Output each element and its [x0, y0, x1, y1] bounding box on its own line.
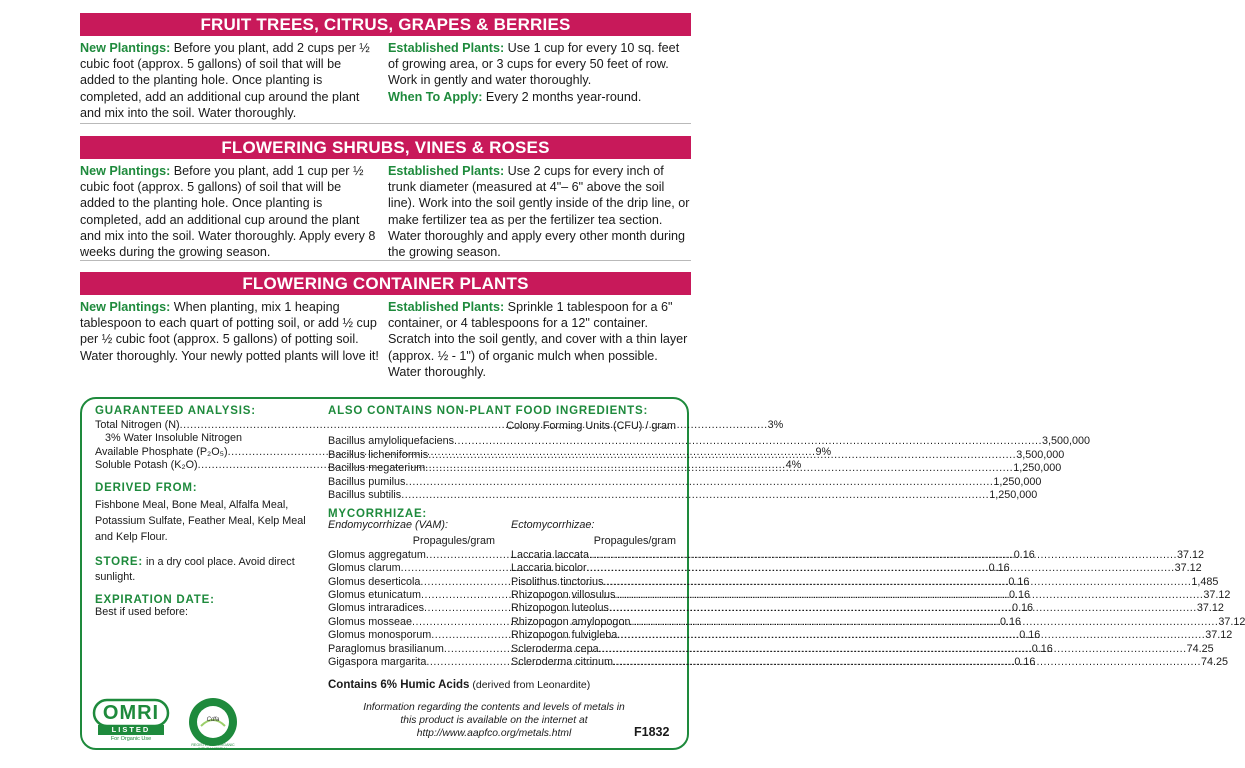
myco-value: 0.16: [1014, 656, 1036, 669]
myco-value: 37.12: [1203, 589, 1231, 602]
myco-name: Scleroderma cepa: [511, 642, 599, 655]
cdfa-inner-text: Cdfa: [206, 717, 220, 723]
product-code: F1832: [634, 725, 670, 739]
analysis-name: Total Nitrogen (N): [95, 419, 180, 431]
mycorrhizae-heading: MYCORRHIZAE:: [328, 508, 428, 521]
cdfa-ring-text: REGISTERED · ORGANIC INPUT MATERIAL: [191, 743, 235, 751]
myco-name: Rhizopogon villosulus: [511, 589, 616, 602]
store-label: STORE:: [95, 555, 144, 568]
guaranteed-analysis-heading: GUARANTEED ANALYSIS:: [95, 405, 256, 417]
section-title-fruit-trees: FRUIT TREES, CITRUS, GRAPES & BERRIES: [80, 13, 691, 36]
bacillus-row: [328, 489, 1038, 502]
fruit-new-plantings: [80, 40, 376, 121]
myco-value: 0.16: [999, 615, 1021, 628]
myco-value: 0.16: [1019, 629, 1041, 642]
new-plantings-label: New Plantings:: [80, 164, 171, 178]
bacillus-value: 3,500,000: [1016, 448, 1065, 461]
analysis-row: [95, 432, 320, 445]
when-to-apply-text: Every 2 months year-round.: [482, 89, 642, 104]
derived-from-heading: DERIVED FROM:: [95, 481, 198, 494]
myco-value: 0.16: [1008, 575, 1030, 588]
expiration-text: Best if used before:: [95, 605, 189, 618]
cfu-unit-header: Colony Forming Units (CFU) / gram: [506, 420, 676, 432]
divider: [80, 260, 691, 261]
ectomycorrhizae-subheading: Ectomycorrhizae:: [511, 519, 595, 531]
bacillus-value: 1,250,000: [989, 489, 1038, 502]
myco-value: 0.16: [1013, 548, 1035, 561]
myco-value: 0.16: [1011, 602, 1033, 615]
bacillus-name: Bacillus licheniformis: [328, 448, 429, 461]
established-plants-text: Use 1 cup for every 10 sq. feet of growing area, or 3 cups for every 50 feet of row. Work in gently and water thoroughly.: [388, 41, 680, 88]
section-title-container-plants: FLOWERING CONTAINER PLANTS: [80, 272, 691, 295]
established-plants-label: Established Plants:: [388, 164, 505, 178]
shrubs-new-plantings: [80, 163, 376, 260]
established-plants-text: Sprinkle 1 tablespoon for a 6" container, or 4 tablespoons for a 12" container. Scratch into the soil gently, and cover with a thin layer (approx. ½ - 1") of organic mulch when possible. Water thoroughly.: [388, 300, 688, 379]
new-plantings-text: When planting, mix 1 heaping tablespoon to each quart of potting soil, or add ½ cup per ½ cubic foot (approx. 5 gallons) of potting soil. Water thoroughly. Your newly potted plants will love it!: [80, 300, 379, 363]
endomycorrhizae-subheading: Endomycorrhizae (VAM):: [328, 519, 449, 531]
myco-value: 74.25: [1186, 642, 1214, 655]
bacillus-name: Bacillus amyloliquefaciens: [328, 435, 455, 448]
bacillus-row: [328, 448, 1065, 462]
non-plant-heading: ALSO CONTAINS NON-PLANT FOOD INGREDIENTS:: [328, 405, 649, 417]
myco-value: 37.12: [1218, 615, 1245, 628]
container-new-plantings: [80, 299, 380, 364]
new-plantings-text: Before you plant, add 1 cup per ½ cubic foot (approx. 5 gallons) of soil that will be added to the planting hole. Once planting is completed, add an additional cup around the plant and mix into the soil. Water thoroughly. Apply every 8 weeks during the growing season.: [80, 164, 376, 260]
myco-name: Rhizopogon fulvigleba: [511, 629, 618, 642]
myco-name: Glomus etunicatum: [328, 589, 422, 602]
bacillus-value: 1,250,000: [1013, 462, 1062, 475]
myco-value: 0.16: [988, 562, 1010, 575]
myco-name: Gigaspora margarita: [328, 656, 427, 669]
humic-acid-bold: Contains 6% Humic Acids: [328, 679, 470, 691]
established-plants-label: Established Plants:: [388, 300, 505, 314]
myco-value: 37.12: [1205, 629, 1233, 642]
humic-acid-note: [328, 679, 590, 691]
expiration-heading: EXPIRATION DATE:: [95, 593, 215, 606]
analysis-value: 3%: [767, 419, 784, 431]
bacillus-row: [328, 435, 1091, 448]
myco-name: Glomus intraradices: [328, 602, 425, 615]
myco-name: Glomus clarum: [328, 562, 401, 575]
omri-caption: For Organic Use: [110, 736, 152, 742]
myco-name: Scleroderma citrinum: [511, 656, 614, 669]
analysis-name: Available Phosphate (P₂O₅): [95, 445, 228, 458]
analysis-value: 9%: [815, 445, 832, 458]
bacillus-value: 1,250,000: [993, 475, 1042, 488]
myco-name: Rhizopogon amylopogon: [511, 615, 631, 628]
omri-logo: [92, 698, 174, 746]
myco-name: Glomus monosporum: [328, 629, 432, 642]
established-plants-text: Use 2 cups for every inch of trunk diameter (measured at 4"– 6" above the soil line). Work into the soil gently inside of the drip line, or make fertilizer tea as per the fertilizer tea section. Water thoroughly and apply every other month during the growing season.: [388, 164, 690, 260]
myco-name: Glomus mosseae: [328, 615, 413, 628]
divider: [80, 123, 691, 124]
analysis-value: 4%: [785, 459, 802, 472]
humic-acid-source: (derived from Leonardite): [469, 679, 591, 691]
fruit-established-plants: [388, 40, 693, 105]
bacillus-name: Bacillus subtilis: [328, 489, 402, 502]
myco-name: Glomus deserticola: [328, 575, 421, 588]
new-plantings-label: New Plantings:: [80, 300, 171, 314]
myco-value: 37.12: [1177, 548, 1205, 561]
non-plant-ingredients: [328, 405, 1091, 521]
omri-listed: LISTED: [111, 725, 151, 734]
myco-name: Glomus aggregatum: [328, 548, 426, 561]
omri-text: OMRI: [102, 702, 160, 724]
established-plants-label: Established Plants:: [388, 41, 505, 55]
shrubs-established-plants: [388, 163, 693, 260]
new-plantings-label: New Plantings:: [80, 41, 171, 55]
bacillus-name: Bacillus megaterium: [328, 462, 426, 475]
myco-value: 37.12: [1196, 602, 1224, 615]
myco-name: Rhizopogon luteolus: [511, 602, 609, 615]
section-title-flowering-shrubs: FLOWERING SHRUBS, VINES & ROSES: [80, 136, 691, 159]
propagules-unit: Propagules/gram: [593, 535, 676, 548]
store-text: in a dry cool place. Avoid direct sunlight.: [95, 555, 295, 583]
container-established-plants: [388, 299, 693, 380]
myco-value: 0.16: [1008, 589, 1030, 602]
analysis-name: Soluble Potash (K₂O): [95, 459, 198, 472]
store-note: [95, 555, 320, 585]
analysis-name: 3% Water Insoluble Nitrogen: [105, 432, 243, 445]
when-to-apply-label: When To Apply:: [388, 89, 483, 104]
myco-value: 0.16: [1031, 642, 1053, 655]
bacillus-name: Bacillus pumilus: [328, 475, 406, 488]
cdfa-seal: [187, 696, 239, 751]
derived-from-text: Fishbone Meal, Bone Meal, Alfalfa Meal, Potassium Sulfate, Feather Meal, Kelp Meal and Kelp Flour.: [95, 498, 306, 543]
myco-value: 1,485: [1191, 575, 1219, 588]
myco-value: 74.25: [1200, 656, 1229, 669]
myco-value: 37.12: [1174, 562, 1202, 575]
metals-info: Information regarding the contents and levels of metals in this product is available on the internet at http://www.aapfco.org/metals.html: [363, 702, 625, 739]
propagules-unit: Propagules/gram: [412, 535, 495, 548]
myco-name: Laccaria bicolor: [511, 562, 587, 575]
bacillus-row: [328, 462, 1062, 475]
new-plantings-text: Before you plant, add 2 cups per ½ cubic foot (approx. 5 gallons) of soil that will be added to the planting hole. Once planting is completed, add an additional cup around the plant and mix into the soil. Water thoroughly.: [80, 41, 370, 120]
bacillus-row: [328, 475, 1042, 489]
myco-name: Laccaria laccata: [511, 548, 590, 561]
bacillus-value: 3,500,000: [1042, 435, 1091, 448]
myco-name: Pisolithus tinctorius: [511, 575, 604, 588]
myco-name: Paraglomus brasilianum: [328, 642, 444, 655]
